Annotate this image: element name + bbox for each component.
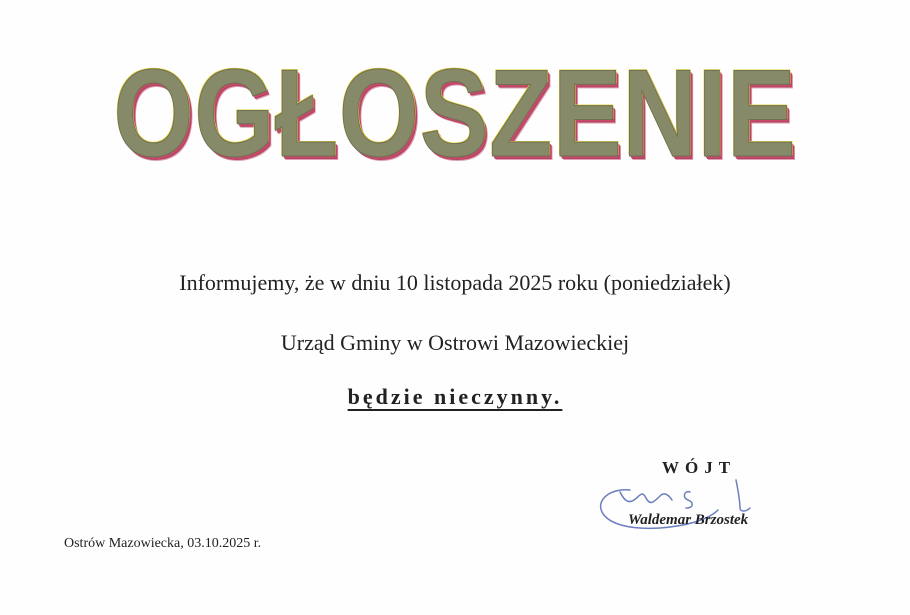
place-and-date: Ostrów Mazowiecka, 03.10.2025 r. <box>64 536 262 551</box>
notice-title: OGŁOSZENIE <box>113 45 797 183</box>
handwritten-signature <box>590 470 790 550</box>
notice-line-closed: będzie nieczynny. <box>347 384 563 409</box>
signer-role: WÓJT <box>662 458 737 477</box>
notice-line-office: Urząd Gminy w Ostrowi Mazowieckiej <box>280 330 630 355</box>
notice-line-date: Informujemy, że w dniu 10 listopada 2025 roku (poniedziałek) <box>179 270 731 295</box>
signer-name: Waldemar Brzostek <box>628 512 749 528</box>
